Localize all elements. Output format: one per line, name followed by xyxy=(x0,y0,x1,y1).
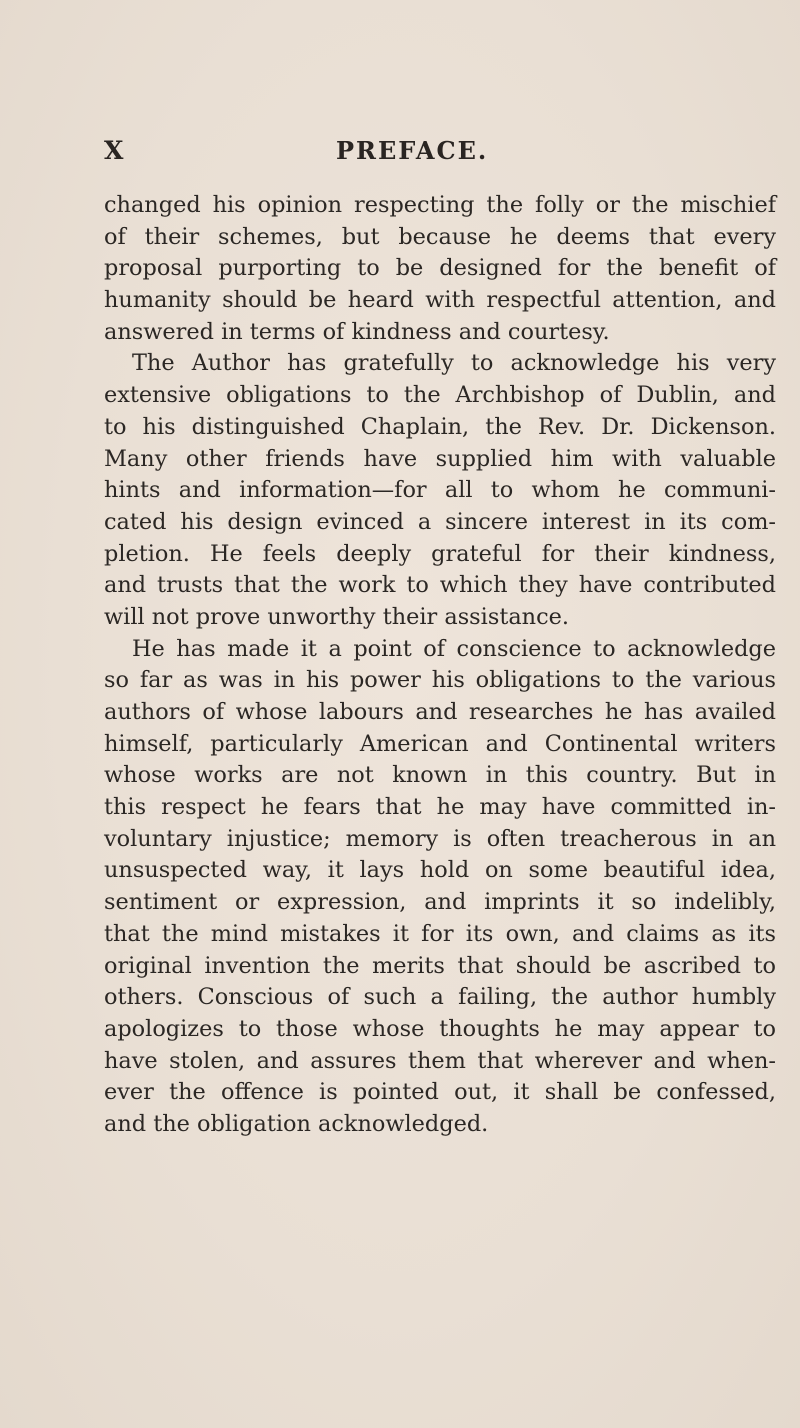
text-line: The Author has gratefully to acknowledge his very xyxy=(132,350,776,377)
text-line: and trusts that the work to which they have contributed xyxy=(104,572,776,599)
text-line: cated his design evinced a sincere interest in its com- xyxy=(104,508,776,535)
text-line: Many other friends have supplied him with valuable xyxy=(104,445,776,472)
text-line: He has made it a point of conscience to acknowledge xyxy=(132,635,776,662)
text-line: will not prove unworthy their assistance. xyxy=(104,603,569,630)
text-line: to his distinguished Chaplain, the Rev. Dr. Dickenson. xyxy=(104,413,776,440)
text-line: apologizes to those whose thoughts he may appear to xyxy=(104,1015,776,1042)
text-line: ever the offence is pointed out, it shall be confessed, xyxy=(104,1079,776,1106)
text-line: have stolen, and assures them that wherever and when- xyxy=(104,1047,776,1074)
text-line: extensive obligations to the Archbishop of Dublin, and xyxy=(104,382,776,409)
text-line: this respect he fears that he may have committed in- xyxy=(104,794,776,821)
text-line: that the mind mistakes it for its own, and claims as its xyxy=(104,920,776,947)
text-line: unsuspected way, it lays hold on some beautiful idea, xyxy=(104,857,776,884)
text-line: pletion. He feels deeply grateful for their kindness, xyxy=(104,540,776,567)
text-line: original invention the merits that should be ascribed to xyxy=(104,952,776,979)
text-line: sentiment or expression, and imprints it so indelibly, xyxy=(104,889,776,916)
text-line: voluntary injustice; memory is often treacherous in an xyxy=(104,825,776,852)
paragraph xyxy=(104,634,776,1141)
running-head: PREFACE. xyxy=(336,136,489,165)
text-line: humanity should be heard with respectful attention, and xyxy=(104,287,776,314)
text-line: changed his opinion respecting the folly or the mischief xyxy=(104,192,776,218)
text-line: himself, particularly American and Continental writers xyxy=(104,730,776,757)
page-number: X xyxy=(104,136,124,165)
text-line: whose works are not known in this country. But in xyxy=(104,762,776,789)
text-line: authors of whose labours and researches he has availed xyxy=(104,699,776,725)
body-text xyxy=(104,190,776,1141)
text-line: and the obligation acknowledged. xyxy=(104,1110,489,1137)
text-line: answered in terms of kindness and courtesy. xyxy=(104,318,610,345)
paragraph xyxy=(104,348,776,633)
text-line: so far as was in his power his obligations to the various xyxy=(104,667,776,694)
text-line: hints and information—for all to whom he communi- xyxy=(104,477,776,504)
text-line: others. Conscious of such a failing, the author humbly xyxy=(104,984,776,1011)
text-line: of their schemes, but because he deems that every xyxy=(104,223,776,250)
paragraph xyxy=(104,190,776,348)
page-header xyxy=(0,134,800,168)
text-line: proposal purporting to be designed for the benefit of xyxy=(104,255,776,282)
